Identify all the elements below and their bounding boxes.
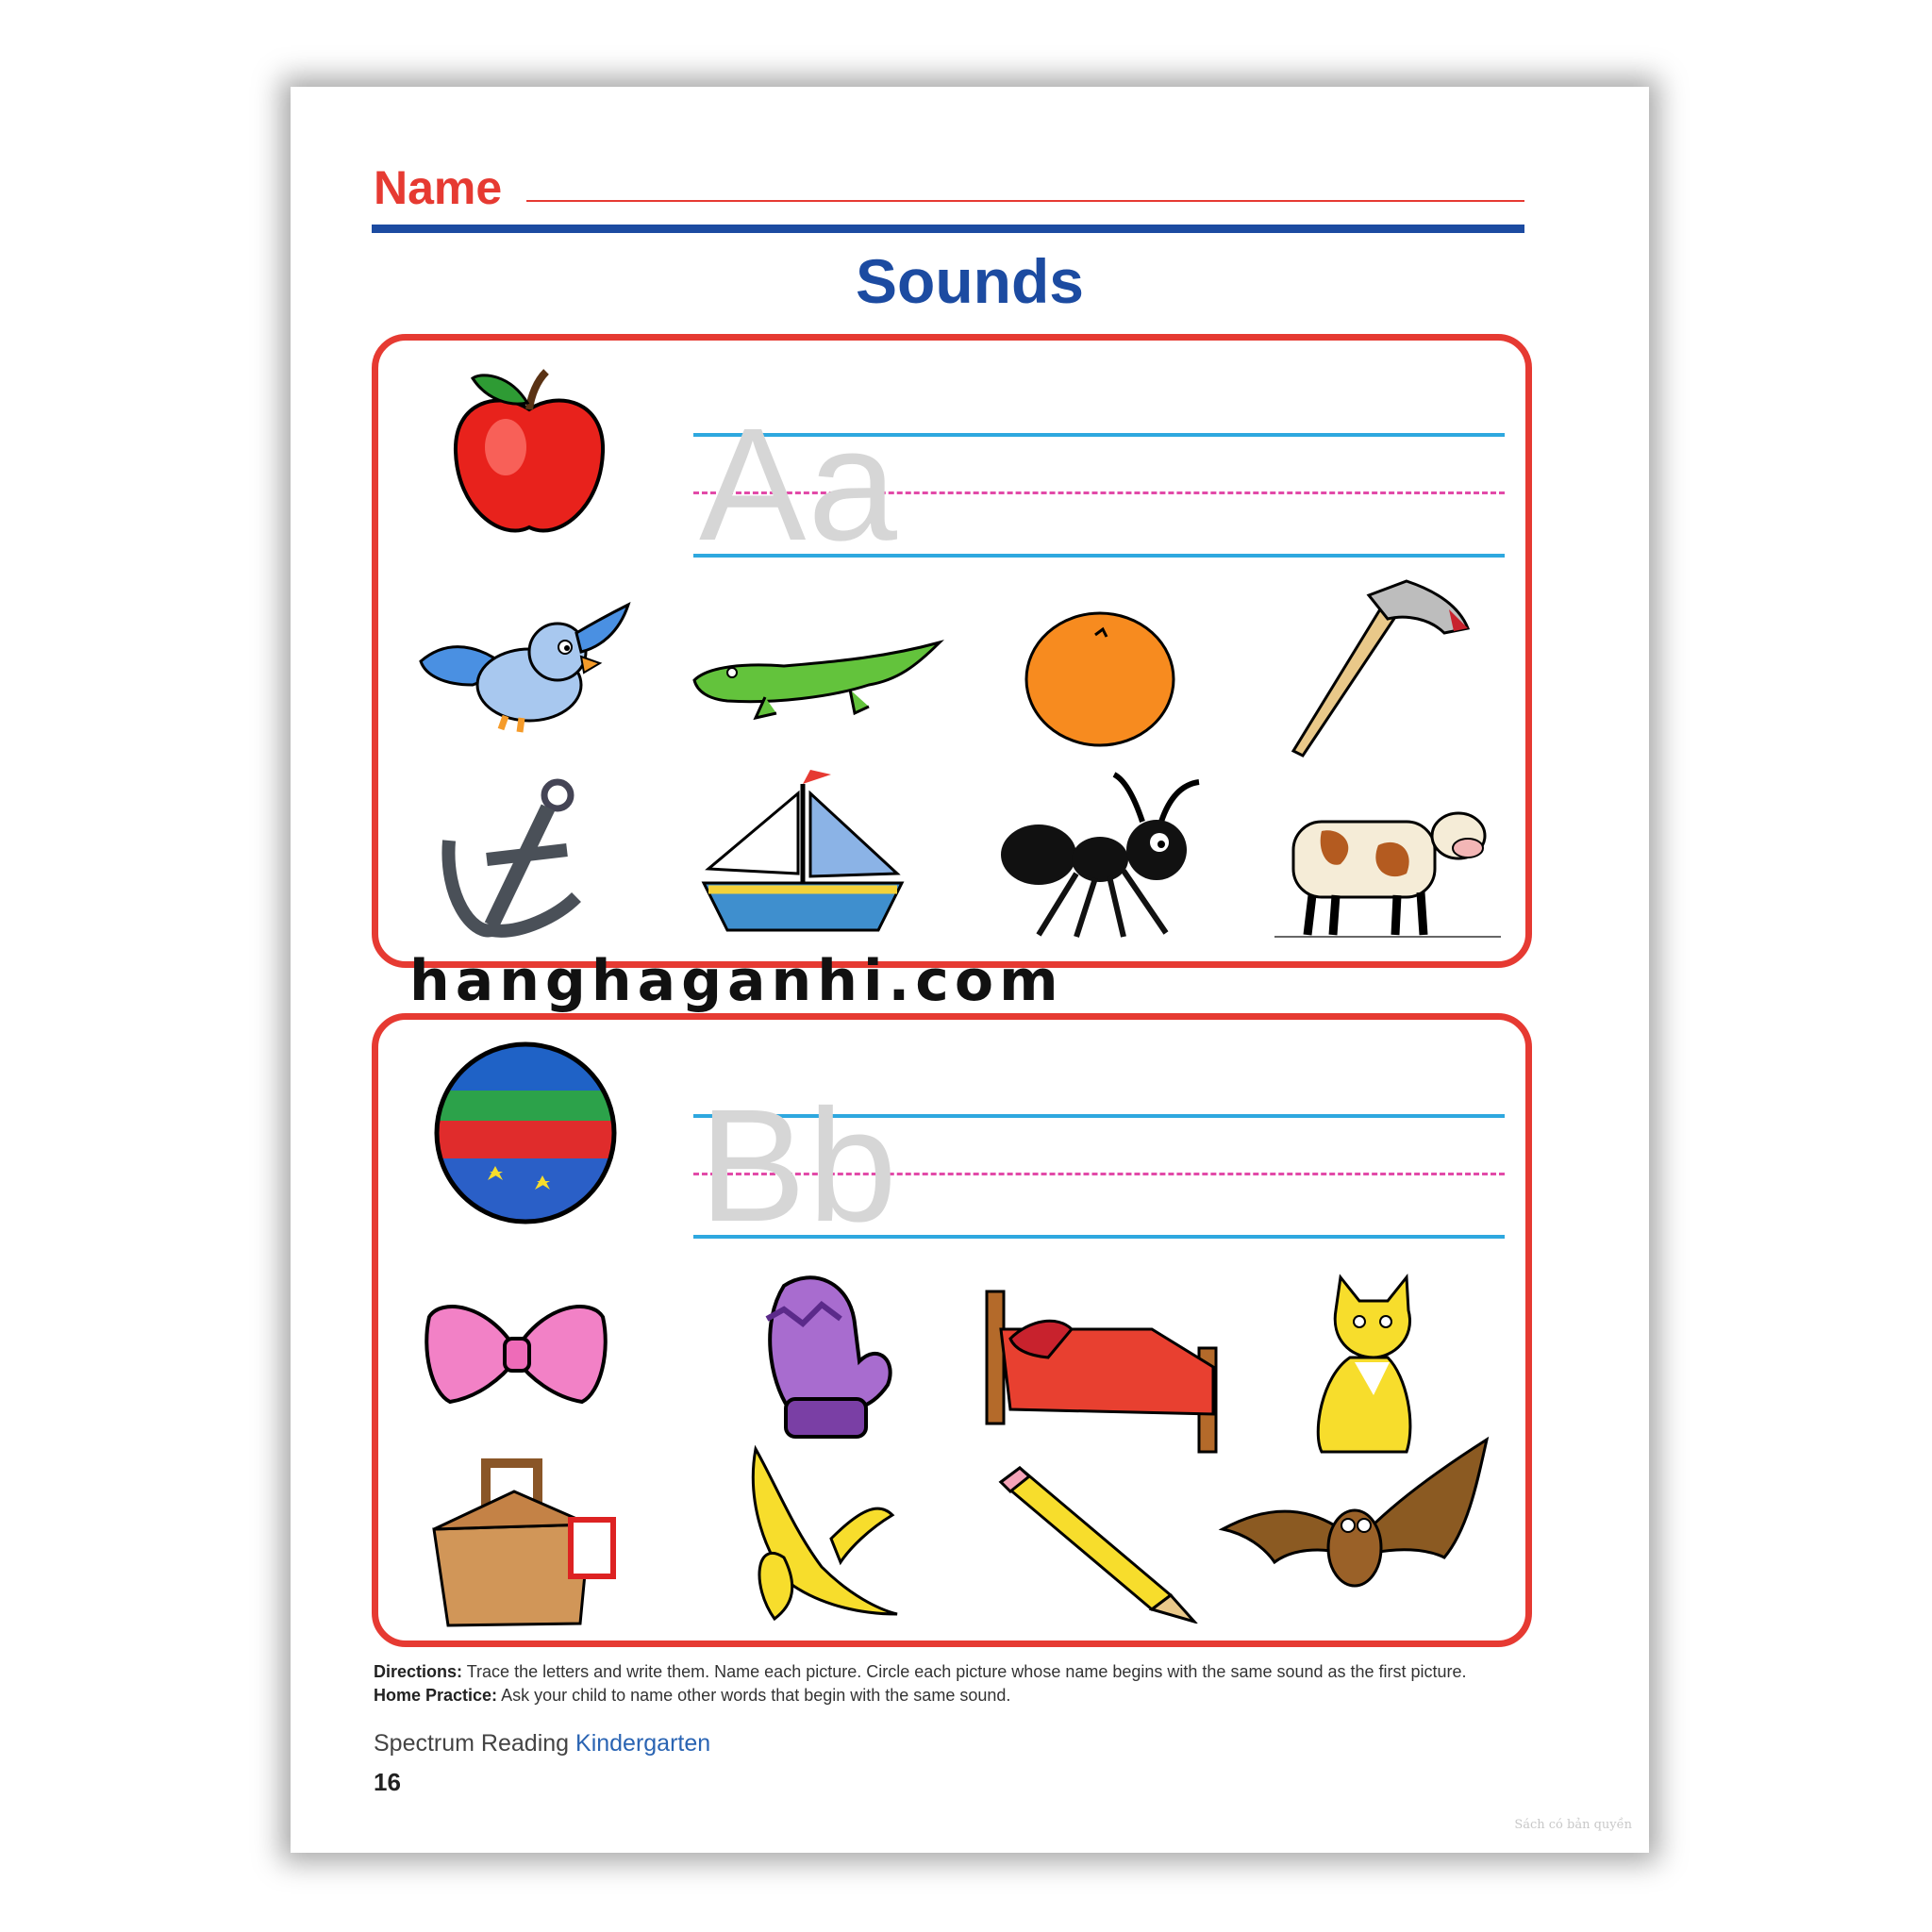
ball-icon[interactable] (431, 1039, 620, 1227)
trace-letters-a: Aa (699, 395, 899, 575)
axe-icon[interactable] (1284, 576, 1473, 765)
anchor-icon[interactable] (435, 774, 595, 944)
bow-icon[interactable] (422, 1293, 610, 1416)
bird-icon[interactable] (416, 595, 633, 737)
watermark-text: hanghaganhi.com (409, 948, 1064, 1014)
footer-brand (374, 1730, 710, 1757)
grade-name: Kindergarten (575, 1730, 711, 1757)
home-practice-line (374, 1684, 1524, 1707)
brand-name: Spectrum Reading (374, 1730, 570, 1757)
trace-lines-b[interactable] (693, 1076, 1505, 1256)
copyright-note: Sách có bản quyền (1514, 1818, 1632, 1832)
page-number: 16 (374, 1768, 401, 1796)
bed-icon[interactable] (982, 1273, 1227, 1461)
page-title: Sounds (856, 246, 1084, 316)
trace-letters-b: Bb (699, 1076, 899, 1256)
cow-icon[interactable] (1274, 793, 1501, 944)
directions-block (374, 1660, 1524, 1707)
banana-icon[interactable] (737, 1444, 907, 1624)
apple-icon[interactable] (435, 358, 624, 546)
bat-icon[interactable] (1218, 1435, 1491, 1624)
home-practice-text: Ask your child to name other words that begin with the same sound. (501, 1686, 1011, 1705)
section-a-box (372, 334, 1532, 968)
trace-lines-a[interactable] (693, 395, 1505, 575)
orange-icon[interactable] (1020, 607, 1180, 748)
basket-icon[interactable] (429, 1454, 618, 1633)
cat-icon[interactable] (1284, 1273, 1454, 1461)
pencil-icon[interactable] (991, 1463, 1199, 1624)
header-rule (372, 225, 1524, 233)
name-write-line[interactable] (526, 200, 1524, 202)
section-b-box (372, 1013, 1532, 1647)
home-practice-label: Home Practice: (374, 1686, 498, 1705)
alligator-icon[interactable] (690, 624, 944, 727)
name-label: Name (374, 161, 503, 214)
directions-text: Trace the letters and write them. Name each picture. Circle each picture whose name begins with the same sound as the first picture. (466, 1662, 1467, 1681)
boat-icon[interactable] (699, 765, 907, 944)
directions-label: Directions: (374, 1662, 463, 1681)
mitten-icon[interactable] (746, 1267, 897, 1446)
directions-line (374, 1660, 1524, 1684)
ant-icon[interactable] (1001, 765, 1218, 944)
